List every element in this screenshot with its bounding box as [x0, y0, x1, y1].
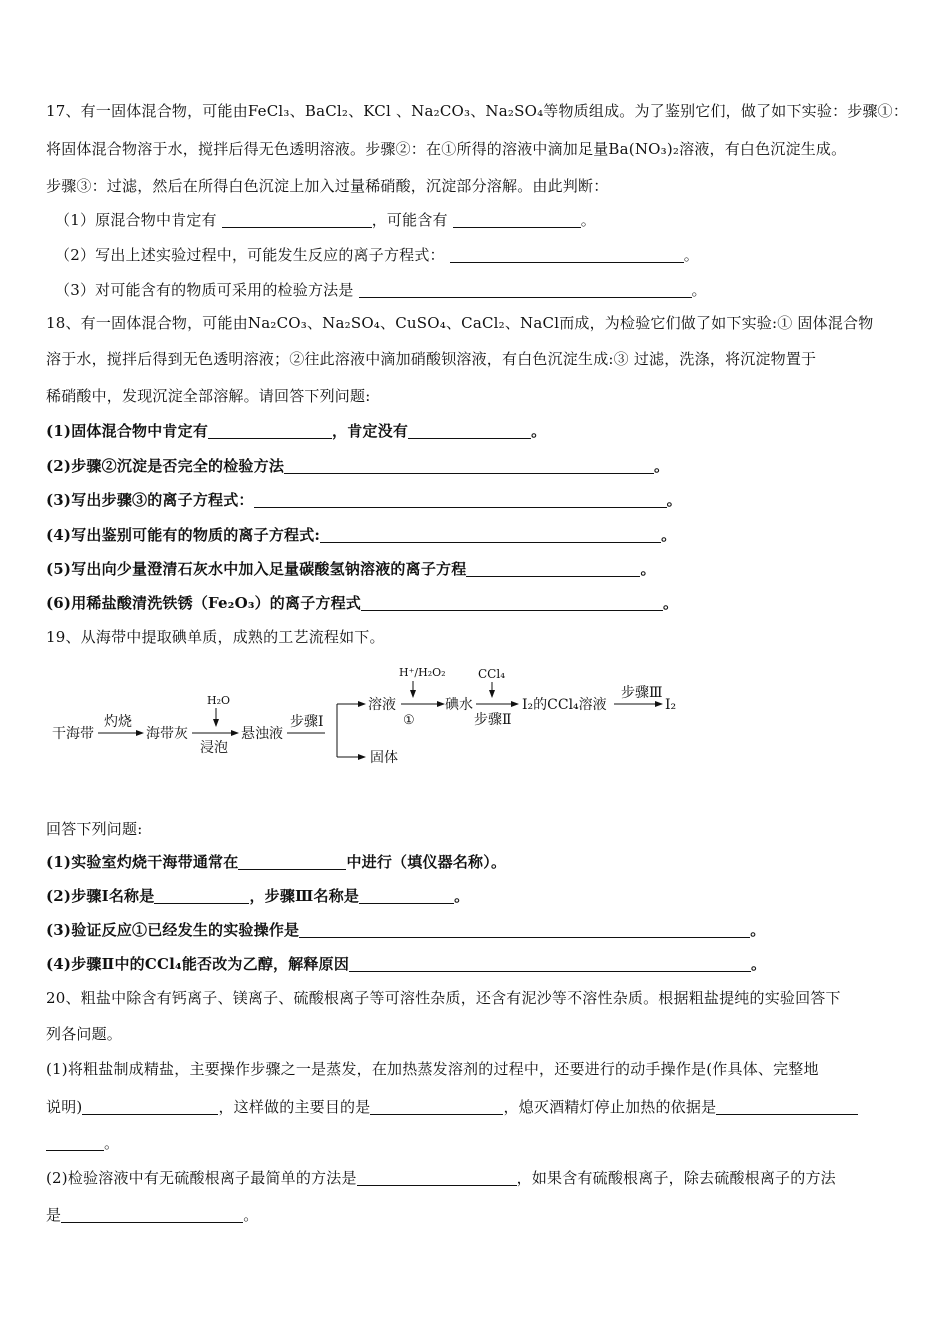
period: 。: [654, 457, 670, 475]
q17-part-1-text-a: （1）原混合物中肯定有: [55, 211, 217, 229]
answer-blank[interactable]: [82, 1099, 218, 1115]
q18-part-3: [46, 490, 910, 510]
flow-node-i2: I₂: [665, 697, 677, 713]
period: 。: [104, 1134, 120, 1152]
q19-part-2-text-b: ，步骤Ⅲ名称是: [249, 887, 360, 905]
q18-part-3-text: (3)写出步骤③的离子方程式：: [46, 491, 254, 509]
q19-part-4: [46, 954, 910, 974]
q19-title: 19、从海带中提取碘单质，成熟的工艺流程如下。: [46, 628, 385, 646]
q17-part-1: [55, 210, 919, 230]
flow-node-dry-kelp: 干海带: [52, 726, 94, 742]
answer-blank[interactable]: [453, 212, 581, 228]
q18-line-3: 稀硝酸中，发现沉淀全部溶解。请回答下列问题:: [46, 387, 371, 405]
q18-part-4: [46, 525, 910, 545]
q18-part-5-text: (5)写出向少量澄清石灰水中加入足量碳酸氢钠溶液的离子方程: [46, 560, 467, 578]
q20-part-1-text-b: 说明): [46, 1098, 83, 1116]
answer-blank[interactable]: [466, 561, 640, 577]
q20-part-2-text-c: 是: [46, 1206, 62, 1224]
period: 。: [666, 491, 682, 509]
flow-label-burn: 灼烧: [104, 714, 132, 730]
period: 。: [640, 560, 656, 578]
answer-blank[interactable]: [299, 922, 750, 938]
q20-part-1-line-2: [46, 1097, 910, 1117]
q19-part-2: [46, 886, 910, 906]
flow-node-solid: 固体: [370, 750, 398, 766]
period: 。: [751, 955, 767, 973]
q18-part-5: [46, 559, 910, 579]
flow-label-reagent-1: H⁺/H₂O₂: [399, 666, 446, 679]
answer-blank[interactable]: [238, 854, 346, 870]
q20-part-1-text-c: ，这样做的主要目的是: [218, 1098, 371, 1116]
flow-label-step2: 步骤Ⅱ: [474, 712, 512, 728]
answer-blank[interactable]: [357, 1170, 517, 1186]
q20-part-2-text-a: (2)检验溶液中有无硫酸根离子最简单的方法是: [46, 1169, 357, 1187]
q19-part-1-text-b: 中进行（填仪器名称）。: [346, 853, 507, 871]
answer-blank[interactable]: [359, 282, 692, 298]
flow-label-step1: 步骤Ⅰ: [290, 714, 324, 730]
q18-part-4-text: (4)写出鉴别可能有的物质的离子方程式:: [46, 526, 321, 544]
q19-part-1-text-a: (1)实验室灼烧干海带通常在: [46, 853, 239, 871]
q17-part-3: [55, 280, 919, 300]
q18-line-2: 溶于水，搅拌后得到无色透明溶液；②往此溶液中滴加硝酸钡溶液，有白色沉淀生成:③ 过滤，洗涤，将沉淀物置于: [46, 350, 817, 368]
q18-part-2: [46, 456, 910, 476]
q18-part-6-text: (6)用稀盐酸清洗铁锈（Fe₂O₃）的离子方程式: [46, 594, 362, 612]
q19-part-3-text: (3)验证反应①已经发生的实验操作是: [46, 921, 300, 939]
flow-label-reaction-1: ①: [403, 713, 415, 728]
period: 。: [661, 526, 677, 544]
q19-part-4-text: (4)步骤Ⅱ中的CCl₄能否改为乙醇，解释原因: [46, 955, 350, 973]
flow-label-soak: 浸泡: [200, 740, 228, 756]
q17-part-2: [55, 245, 919, 265]
flow-node-solution: 溶液: [368, 697, 396, 713]
answer-blank[interactable]: [284, 458, 654, 474]
q19-part-1: [46, 852, 910, 872]
answer-blank[interactable]: [208, 423, 332, 439]
period: 。: [691, 281, 707, 299]
answer-blank[interactable]: [61, 1207, 243, 1223]
answer-blank[interactable]: [408, 423, 531, 439]
q20-line-1: 20、粗盐中除含有钙离子、镁离子、硫酸根离子等可溶性杂质，还含有泥沙等不溶性杂质。根据粗盐提纯的实验回答下: [46, 989, 841, 1007]
q17-part-3-text: （3）对可能含有的物质可采用的检验方法是: [55, 281, 354, 299]
answer-blank[interactable]: [222, 212, 372, 228]
q19-part-3: [46, 920, 910, 940]
q20-part-1-line-1: (1)将粗盐制成精盐，主要操作步骤之一是蒸发，在加热蒸发溶剂的过程中，还要进行的动手操作是(作具体、完整地: [46, 1060, 819, 1078]
q20-line-2: 列各问题。: [46, 1025, 123, 1043]
q19-intro: 回答下列问题:: [46, 820, 143, 838]
answer-blank[interactable]: [370, 1099, 503, 1115]
q20-part-1-line-3: [46, 1133, 910, 1153]
period: 。: [750, 921, 766, 939]
flow-label-h2o: H₂O: [207, 694, 231, 707]
answer-blank[interactable]: [349, 956, 751, 972]
flow-node-kelp-ash: 海带灰: [146, 726, 188, 742]
period: 。: [454, 887, 470, 905]
q20-part-2-line-2: [46, 1205, 910, 1225]
answer-blank[interactable]: [154, 888, 249, 904]
flow-label-step3: 步骤Ⅲ: [621, 685, 663, 701]
flow-node-suspension: 悬浊液: [241, 726, 283, 742]
q17-line-1: 17、有一固体混合物，可能由FeCl₃、BaCl₂、KCl 、Na₂CO₃、Na₂SO₄等物质组成。为了鉴别它们，做了如下实验：步骤①：: [46, 102, 909, 120]
q18-part-1-text-a: (1)固体混合物中肯定有: [46, 422, 209, 440]
answer-blank[interactable]: [716, 1099, 858, 1115]
answer-blank[interactable]: [320, 527, 661, 543]
answer-blank[interactable]: [46, 1135, 104, 1151]
flow-node-iodine-water: 碘水: [445, 697, 473, 713]
period: 。: [531, 422, 547, 440]
q17-part-1-text-b: ，可能含有: [371, 211, 448, 229]
q20-part-2-text-b: ，如果含有硫酸根离子，除去硫酸根离子的方法: [516, 1169, 836, 1187]
q18-part-1: [46, 421, 910, 441]
iodine-extraction-flowchart: [40, 660, 700, 772]
q19-part-2-text-a: (2)步骤Ⅰ名称是: [46, 887, 155, 905]
q18-part-2-text: (2)步骤②沉淀是否完全的检验方法: [46, 457, 285, 475]
q20-part-2-line-1: [46, 1168, 910, 1188]
flow-label-ccl4: CCl₄: [478, 667, 506, 681]
q18-line-1: 18、有一固体混合物，可能由Na₂CO₃、Na₂SO₄、CuSO₄、CaCl₂、NaCl而成，为检验它们做了如下实验:① 固体混合物: [46, 314, 874, 332]
period: 。: [683, 246, 699, 264]
answer-blank[interactable]: [254, 492, 667, 508]
period: 。: [580, 211, 596, 229]
q20-part-1-text-d: ，熄灭酒精灯停止加热的依据是: [503, 1098, 717, 1116]
answer-blank[interactable]: [361, 595, 663, 611]
q18-part-6: [46, 593, 910, 613]
q17-line-3: 步骤③：过滤，然后在所得白色沉淀上加入过量稀硝酸，沉淀部分溶解。由此判断：: [46, 177, 609, 195]
period: 。: [243, 1206, 259, 1224]
q18-part-1-text-b: ，肯定没有: [332, 422, 409, 440]
flow-node-i2-ccl4: I₂的CCl₄溶液: [522, 697, 607, 713]
q17-line-2: 将固体混合物溶于水，搅拌后得无色透明溶液。步骤②：在①所得的溶液中滴加足量Ba(NO₃)₂溶液，有白色沉淀生成。: [46, 140, 847, 158]
answer-blank[interactable]: [359, 888, 454, 904]
q17-part-2-text: （2）写出上述实验过程中，可能发生反应的离子方程式：: [55, 246, 445, 264]
answer-blank[interactable]: [450, 247, 684, 263]
period: 。: [663, 594, 679, 612]
